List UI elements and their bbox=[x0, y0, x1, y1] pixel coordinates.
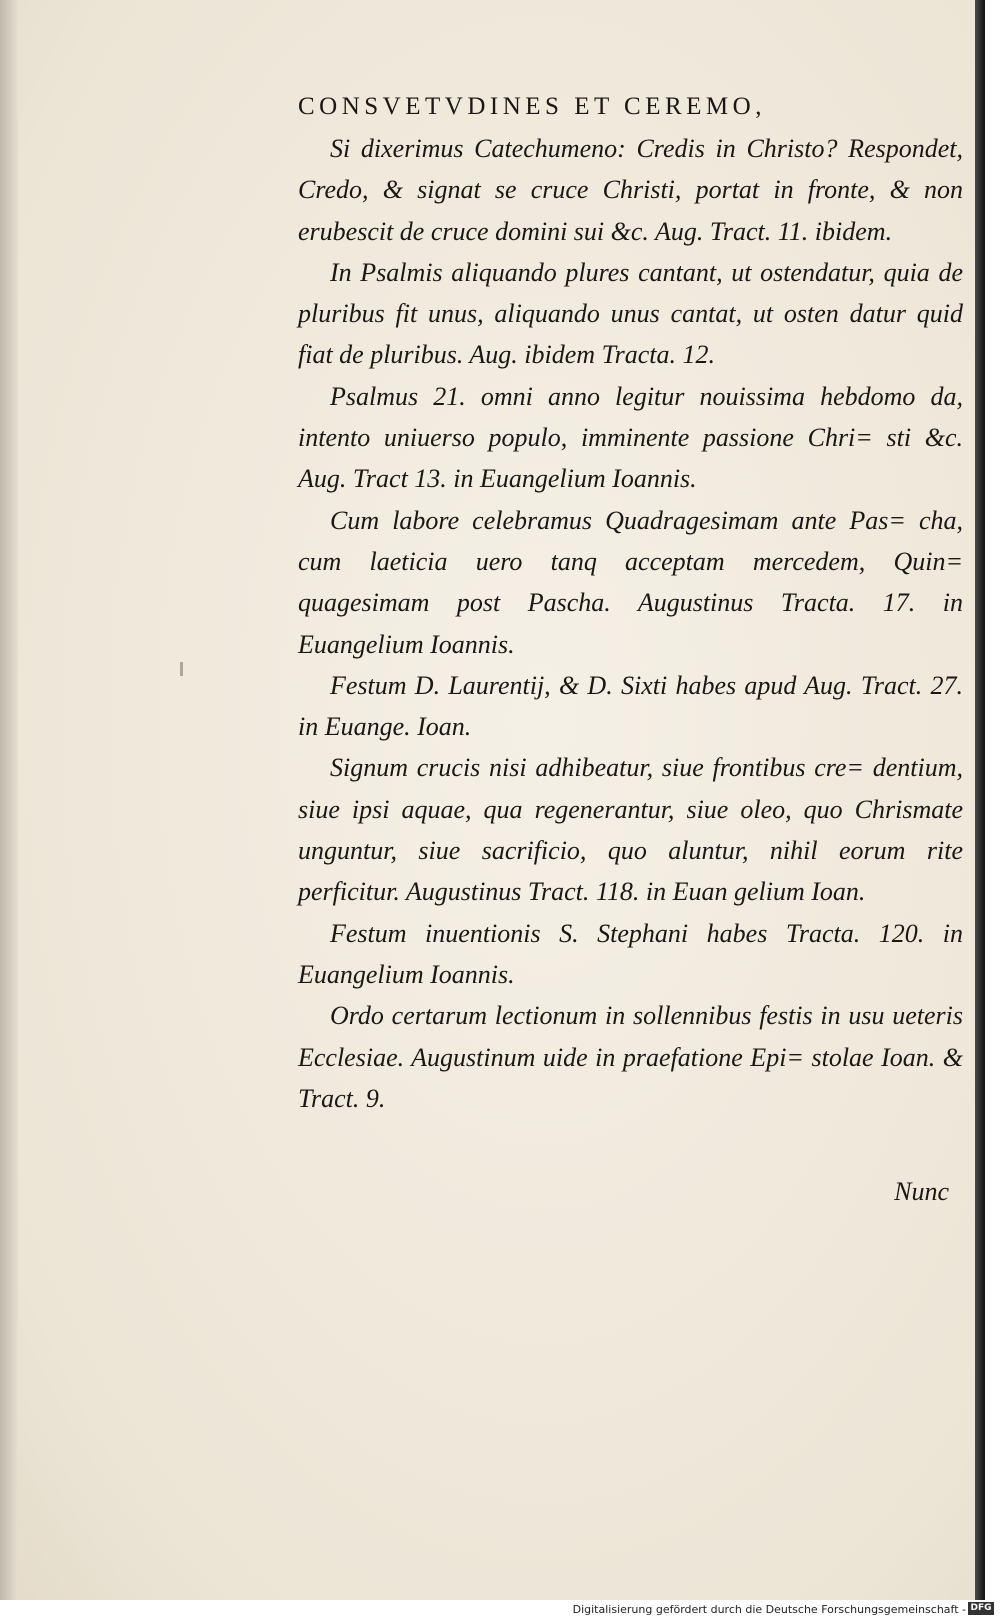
paragraph-7: Festum inuentionis S. Stephani habes Tracta. 120. in Euangelium Ioannis. bbox=[298, 918, 963, 989]
paragraph-5: Festum D. Laurentij, & D. Sixti habes apud Aug. Tract. 27. in Euange. Ioan. bbox=[298, 670, 963, 742]
ink-speck bbox=[180, 662, 183, 676]
digitization-credit: Digitalisierung gefördert durch die Deutsche Forschungsgemeinschaft - bbox=[572, 1603, 966, 1616]
paragraph-3: Psalmus 21. omni anno legitur nouissima hebdomo da, intento uniuerso populo, imminente passione Chri= sti &c. Aug. Tract 13. in Euangelium Ioannis. bbox=[298, 381, 963, 494]
page-text bbox=[298, 86, 963, 1119]
catchword: Nunc bbox=[894, 1177, 949, 1206]
paragraph-4: Cum labore celebramus Quadragesimam ante Pas= cha, cum laeticia uero tanq acceptam mercedem, Quin= quagesimam post Pascha. Augustinus Tracta. 17. in Euangelium Ioannis. bbox=[298, 505, 963, 659]
page-edge bbox=[975, 0, 985, 1600]
dfg-logo: DFG bbox=[968, 1602, 994, 1615]
page-gutter-shadow bbox=[0, 0, 18, 1600]
paragraph-8: Ordo certarum lectionum in sollennibus festis in usu ueteris Ecclesiae. Augustinum uide in praefatione Epi= stolae Ioan. & Tract. 9. bbox=[298, 1001, 963, 1113]
paragraph-1: Si dixerimus Catechumeno: Credis in Christo? Respondet, Credo, & signat se cruce Christi, portat in fronte, & non erubescit de cruce domini sui &c. Aug. Tract. 11. ibidem. bbox=[298, 134, 963, 246]
running-head: CONSVETVDINES ET CEREMO, bbox=[298, 93, 766, 120]
paragraph-2: In Psalmis aliquando plures cantant, ut ostendatur, quia de pluribus fit unus, aliquando unus cantat, ut osten datur quid fiat de pluribus. Aug. ibidem Tracta. 12. bbox=[298, 257, 963, 370]
paragraph-6: Signum crucis nisi adhibeatur, siue frontibus cre= dentium, siue ipsi aquae, qua regenerantur, siue oleo, quo Chrismate unguntur, siue sacrificio, quo aluntur, nihil eorum rite perficitur. Augustinus Tract. 118. in Euan gelium Ioan. bbox=[298, 753, 963, 907]
